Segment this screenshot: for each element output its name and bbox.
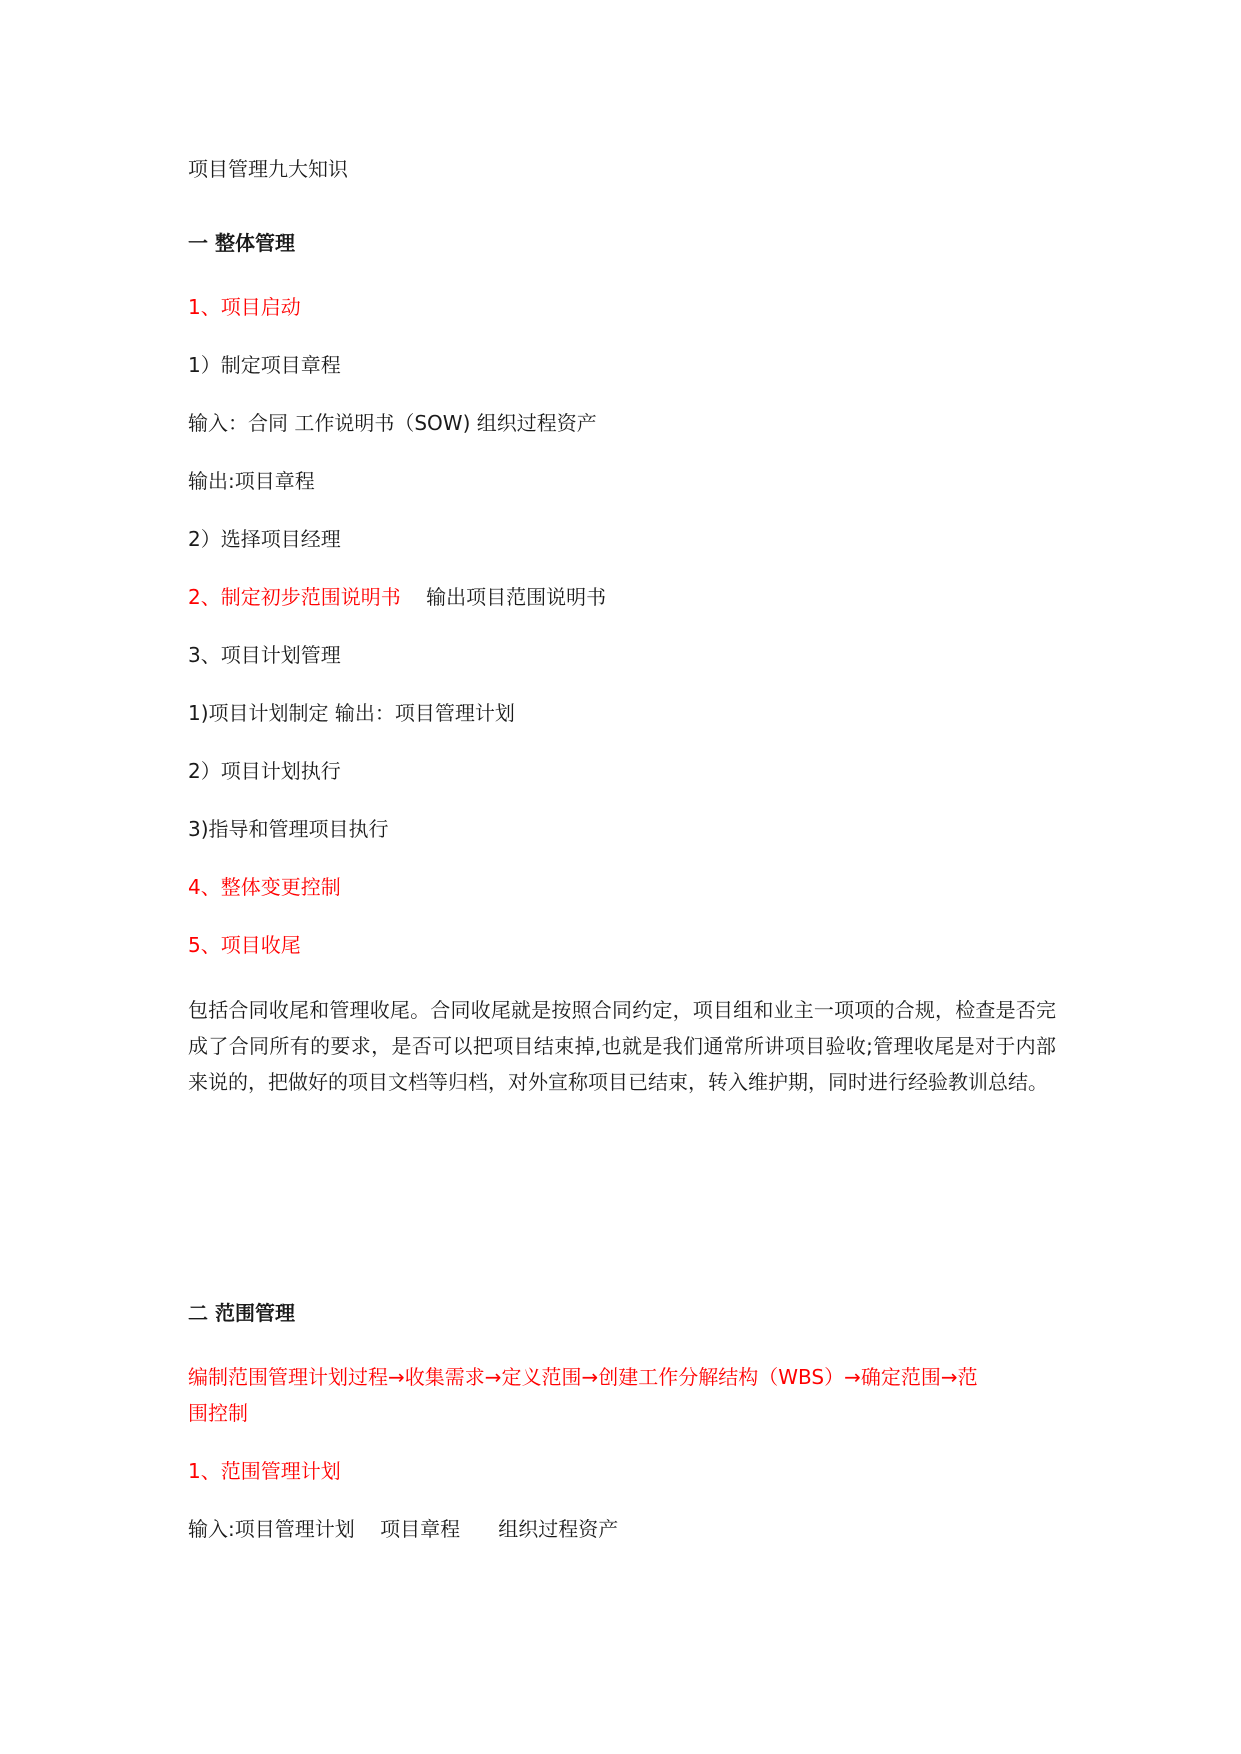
section1-item1-sub2: 2）选择项目经理 [188, 527, 341, 551]
section2-process-line2: 围控制 [188, 1401, 248, 1425]
section1-item2-line [188, 584, 606, 610]
section1-closing-paragraph: 包括合同收尾和管理收尾。合同收尾就是按照合同约定，项目组和业主一项项的合规，检查是否完成了合同所有的要求，是否可以把项目结束掉,也就是我们通常所讲项目验收;管理收尾是对于内部来说的，把做好的项目文档等归档，对外宣称项目已结束，转入维护期，同时进行经验教训总结。 [188, 998, 1056, 1094]
section2-item1-heading: 1、范围管理计划 [188, 1459, 341, 1483]
section1-item3-sub2: 2）项目计划执行 [188, 759, 341, 783]
document-title: 项目管理九大知识 [188, 157, 348, 181]
section1-item2-output: 输出项目范围说明书 [400, 585, 607, 609]
section1-item3-heading: 3、项目计划管理 [188, 643, 341, 667]
section2-heading: 二 范围管理 [188, 1301, 295, 1325]
section1-item3-sub1: 1)项目计划制定 输出：项目管理计划 [188, 701, 515, 725]
section1-item3-sub3: 3)指导和管理项目执行 [188, 817, 389, 841]
section1-item2-heading: 2、制定初步范围说明书 [188, 585, 401, 609]
section1-item4-heading: 4、整体变更控制 [188, 875, 341, 899]
section1-item1-output: 输出:项目章程 [188, 469, 315, 493]
section2-item1-input: 输入:项目管理计划 项目章程 组织过程资产 [188, 1517, 619, 1541]
section1-item1-heading: 1、项目启动 [188, 295, 301, 319]
section2-process-line1: 编制范围管理计划过程→收集需求→定义范围→创建工作分解结构（WBS）→确定范围→范 [188, 1365, 978, 1389]
section1-item1-sub1: 1）制定项目章程 [188, 353, 341, 377]
section1-item5-heading: 5、项目收尾 [188, 933, 301, 957]
section1-heading: 一 整体管理 [188, 231, 295, 255]
section1-item1-input: 输入：合同 工作说明书（SOW) 组织过程资产 [188, 411, 597, 435]
